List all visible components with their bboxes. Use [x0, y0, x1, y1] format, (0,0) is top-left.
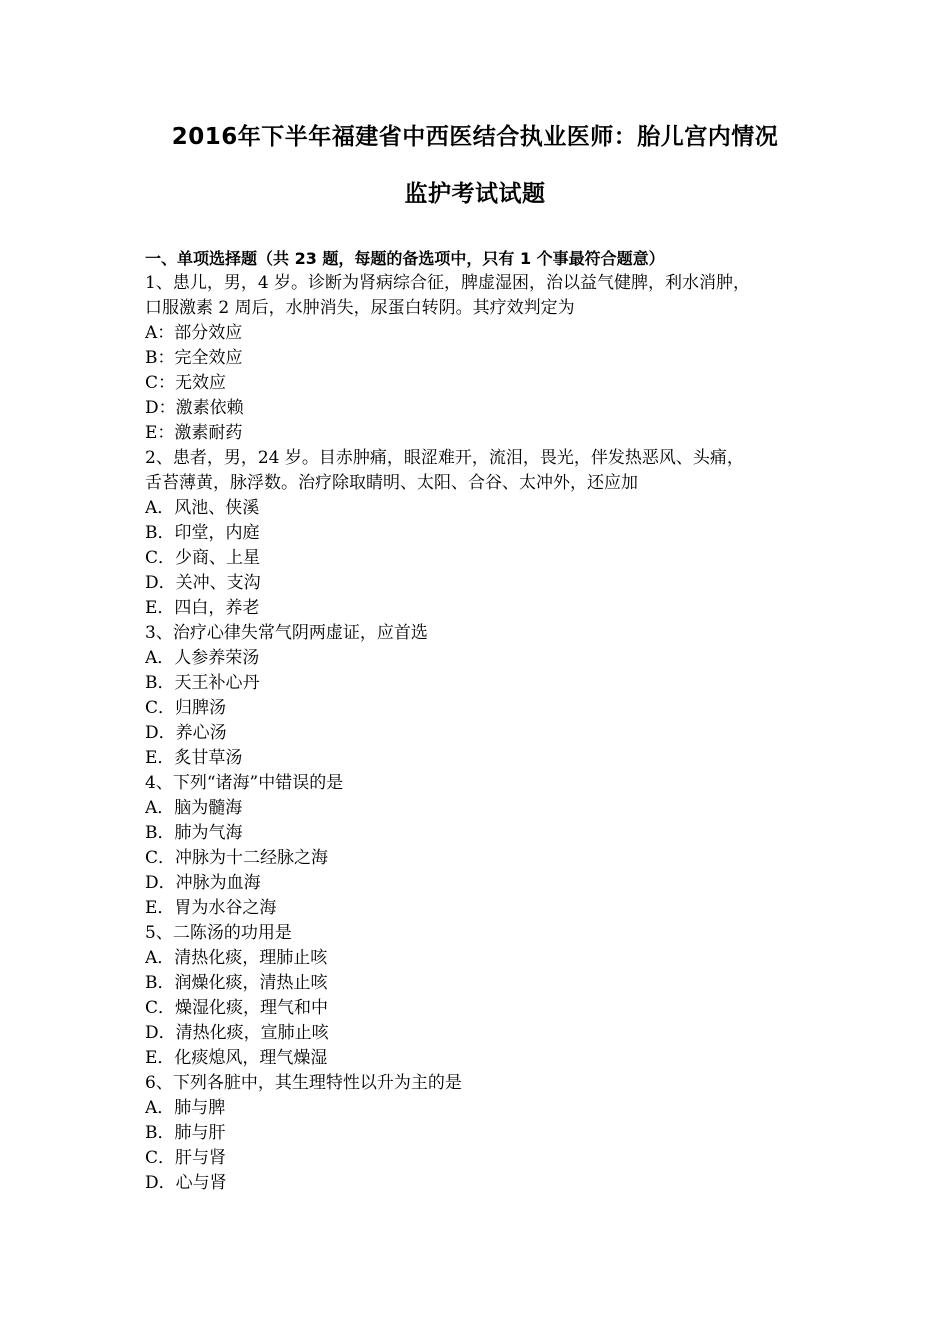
answer-option: C．少商、上星	[145, 548, 261, 568]
answer-option: E．四白，养老	[145, 598, 260, 618]
answer-option: C．肝与肾	[145, 1148, 227, 1168]
answer-option: D．养心汤	[145, 723, 227, 743]
question-text-line: 口服激素 2 周后，水肿消失，尿蛋白转阴。其疗效判定为	[145, 298, 575, 318]
answer-option: B：完全效应	[145, 348, 243, 368]
answer-option: E．炙甘草汤	[145, 748, 243, 768]
answer-option: D．冲脉为血海	[145, 873, 261, 893]
answer-option: C：无效应	[145, 373, 227, 393]
answer-option: C．冲脉为十二经脉之海	[145, 848, 329, 868]
answer-option: A．风池、侠溪	[145, 498, 260, 518]
answer-option: D．心与肾	[145, 1173, 227, 1193]
answer-option: A．脑为髓海	[145, 798, 243, 818]
answer-option: B．天王补心丹	[145, 673, 260, 693]
question-text-line: 5、二陈汤的功用是	[145, 923, 292, 943]
question-list	[145, 271, 810, 1196]
question-text-line: 4、下列“诸海”中错误的是	[145, 773, 344, 793]
answer-option: A：部分效应	[145, 323, 243, 343]
answer-option: E：激素耐药	[145, 423, 243, 443]
answer-option: A．人参养荣汤	[145, 648, 260, 668]
answer-option: A．清热化痰，理肺止咳	[145, 948, 328, 968]
answer-option: D．关冲、支沟	[145, 573, 261, 593]
answer-option: B．润燥化痰，清热止咳	[145, 973, 328, 993]
answer-option: B．肺与肝	[145, 1123, 226, 1143]
section-heading: 一、单项选择题（共 23 题，每题的备选项中，只有 1 个事最符合题意）	[145, 249, 665, 268]
answer-option: B．肺为气海	[145, 823, 243, 843]
answer-option: A．肺与脾	[145, 1098, 226, 1118]
question-text-line: 1、患儿，男，4 岁。诊断为肾病综合征，脾虚湿困，治以益气健脾，利水消肿，	[145, 273, 751, 293]
answer-option: C．燥湿化痰，理气和中	[145, 998, 329, 1018]
answer-option: D．清热化痰，宣肺止咳	[145, 1023, 329, 1043]
question-text-line: 2、患者，男，24 岁。目赤肿痛，眼涩难开，流泪，畏光，伴发热恶风、头痛，	[145, 448, 744, 468]
answer-option: B．印堂，内庭	[145, 523, 260, 543]
answer-option: C．归脾汤	[145, 698, 227, 718]
question-text-line: 舌苔薄黄，脉浮数。治疗除取睛明、太阳、合谷、太冲外，还应加	[145, 473, 638, 493]
document-title-line-1: 2016年下半年福建省中西医结合执业医师：胎儿宫内情况	[171, 124, 779, 150]
question-text-line: 6、下列各脏中，其生理特性以升为主的是	[145, 1073, 462, 1093]
question-text-line: 3、治疗心律失常气阴两虚证，应首选	[145, 623, 428, 643]
document-body	[145, 246, 810, 1196]
document-title-line-2: 监护考试试题	[404, 181, 546, 207]
answer-option: E．胃为水谷之海	[145, 898, 277, 918]
answer-option: E．化痰熄风，理气燥湿	[145, 1048, 328, 1068]
answer-option: D：激素依赖	[145, 398, 244, 418]
